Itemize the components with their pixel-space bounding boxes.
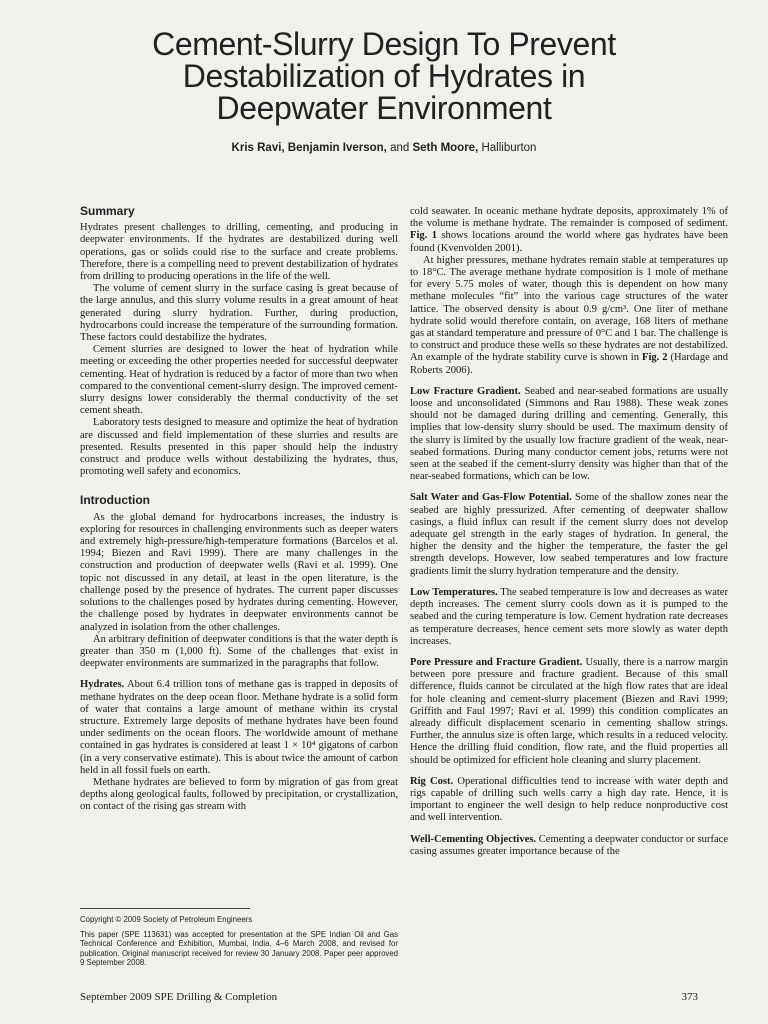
rig-cost-paragraph <box>410 776 728 825</box>
right-column <box>410 206 728 858</box>
right-paragraph-1 <box>410 206 728 255</box>
rig-cost-text: Operational difficulties tend to increase with water depth and rigs capable of drilling such wells carry a high day rate. Hence, it is important to engineer the well design to help reduce nonproductive cost and well intervention. <box>410 775 728 824</box>
low-fracture-paragraph <box>410 386 728 484</box>
publication-note: This paper (SPE 113631) was accepted for presentation at the SPE Indian Oil and Gas Technical Conference and Exhibition, Mumbai, India, 4–6 March 2008, and revised for publication. Original manuscript received for review 30 January 2008. Paper peer approved 9 September 2008. <box>80 929 398 968</box>
title-line-3: Deepwater Environment <box>216 90 552 126</box>
salt-water-label: Salt Water and Gas-Flow Potential. <box>410 492 572 504</box>
page-number: 373 <box>681 991 698 1003</box>
right-p1-text-a: cold seawater. In oceanic methane hydrate deposits, approximately 1% of the volume is methane hydrate. The remainder is composed of sediment. <box>410 206 728 230</box>
low-fracture-text: Seabed and near-seabed formations are usually loose and unconsolidated (Simmons and Rau 1988). These weak zones should not be damaged during drilling and cementing. Generally, this implies that low-density slurry should be used. The maximum density of the slurry is limited by the usually low fracture gradient of the weak, near-seabed formations. During many conductor cement jobs, returns were not seen at the seabed if the cement-slurry density was higher than that of the near-seabed formations, which can be low. <box>410 385 728 483</box>
right-p1-text-b: shows locations around the world where gas hydrates have been found (Kvenvolden 2001). <box>410 230 728 254</box>
introduction-heading: Introduction <box>80 493 150 508</box>
summary-paragraph-2: The volume of cement slurry in the surface casing is great because of the large annulus, and this slurry volume results in a great amount of heat generated during slurry hydration. Further, during production, hydrocarbons could increase the temperature of the surrounding formation. These factors could destabilize the hydrates. <box>80 283 398 344</box>
fig1-reference: Fig. 1 <box>410 230 437 242</box>
well-cementing-text: Cementing a deepwater conductor or surface casing assumes greater importance because of the <box>410 833 728 857</box>
right-paragraph-2 <box>410 255 728 377</box>
right-p2-text-a: At higher pressures, methane hydrates remain stable at temperatures up to 18°C. The average methane hydrate composition is 1 mole of methane for every 5.75 moles of water, though this is dependent on how many methane molecules “fit” into the various cage structures of the water lattice. The observed density is about 0.9 g/cm³. One liter of methane hydrate solid would therefore contain, on average, 168 liters of methane gas at standard temperature and pressure of 0°C and 1 bar. The challenge is to construct and produce these wells so these hydrates are not destabilized. An example of the hydrate stability curve is shown in <box>410 254 728 364</box>
well-cementing-label: Well-Cementing Objectives. <box>410 833 537 845</box>
summary-paragraph-4: Laboratory tests designed to measure and optimize the heat of hydration are discussed and field implementation of these slurries and results are presented. Results presented in this paper should help the industry construct and produce wells without destabilizing the hydrates, thus, promoting well safety and economics. <box>80 417 398 478</box>
well-cementing-paragraph <box>410 834 728 858</box>
copyright-note: Copyright © 2009 Society of Petroleum Engineers <box>80 915 253 924</box>
left-column <box>80 205 398 814</box>
fig2-reference: Fig. 2 <box>642 352 668 364</box>
low-fracture-label: Low Fracture Gradient. <box>410 385 521 397</box>
hydrates-text: About 6.4 trillion tons of methane gas is trapped in deposits of methane hydrates on the deep ocean floor. Methane hydrate is a solid form of water that contains a large amount of methane within its crystal structure. Extremely large deposits of methane hydrates have been found under sediments on the ocean floors. The worldwide amount of methane contained in gas hydrates is considered at least 1 × 10⁴ gigatons of carbon (in a very conservative estimate). This is about twice the amount of carbon held in all fossil fuels on earth. <box>80 679 398 776</box>
summary-paragraph-3: Cement slurries are designed to lower the heat of hydration while meeting or exceeding the other properties needed for successful deepwater cementing. Heat of hydration is reduced by a factor of more than two when compared to the conventional cement-slurry design. The improved cement-slurry designs lower considerably the thermal conductivity of the set cement sheath. <box>80 344 398 417</box>
footnote-divider <box>80 908 250 909</box>
right-p2-text-b: (Hardage and Roberts 2006). <box>410 352 728 376</box>
intro-paragraph-4: Methane hydrates are believed to form by migration of gas from great depths along geological faults, followed by precipitation, or crystallization, on contact of the rising gas stream with <box>80 776 398 813</box>
low-temperatures-text: The seabed temperature is low and decreases as water depth increases. The cement slurry cools down as it is pumped to the seabed and the curing temperature is low. Cement hydration rate decreases as temperature decreases, hence cement sets more slowly as water depth increases. <box>410 586 728 647</box>
author-and: and <box>390 142 410 154</box>
intro-paragraph-1: As the global demand for hydrocarbons increases, the industry is exploring for resources in challenging environments such as deeper waters and extremely high-pressure/high-temperature formations (Barcelos et al. 1994; Biezen and Ravi 1999). There are many challenges in the construction and production of deepwater wells (Ravi et al. 1999). One topic not discussed in any detail, at least in the open literature, is the challenge posed by the presence of hydrates. The current paper discusses solutions to the challenges posed by hydrates during cementing. However, the challenge posed by hydrates in deepwater environments cannot be analyzed in isolation from the other challenges. <box>80 511 398 633</box>
summary-paragraph-1: Hydrates present challenges to drilling, cementing, and producing in deepwater environments. If the hydrates are destabilized during well operations, gas or solids could rise to the surface and create problems. Therefore, there is a compelling need to prevent destabilization of hydrates from drilling to producing operations in the life of the well. <box>80 222 398 283</box>
author-last: Seth Moore, <box>412 142 479 154</box>
hydrates-label: Hydrates. <box>80 679 125 691</box>
paper-title <box>80 28 688 124</box>
footnotes <box>80 915 398 973</box>
author-line <box>0 142 768 154</box>
salt-water-paragraph <box>410 492 728 577</box>
author-affiliation: Halliburton <box>481 142 537 154</box>
intro-paragraph-2: An arbitrary definition of deepwater conditions is that the water depth is greater than 350 m (1,000 ft). Some of the challenges that exist in deepwater environments are summarized in the paragraphs that follow. <box>80 633 398 670</box>
pore-pressure-text: Usually, there is a narrow margin between pore pressure and fracture gradient. Because of this small difference, fluids cannot be circulated at the high flow rates that are ideal for hole cleaning and cement-slurry placement (Biezen and Ravi 1999; Griffith and Faul 1997; Ravi et al. 1999) this condition complicates an already difficult displacement scenario in cementing shallow strings. Further, the annulus size is often large, which results in a reduced velocity. Hence the drilling fluid condition, flow rate, and the fluid properties all should be optimized for efficient hole cleaning and slurry placement. <box>410 656 728 766</box>
rig-cost-label: Rig Cost. <box>410 775 454 787</box>
title-line-1: Cement-Slurry Design To Prevent <box>152 26 616 62</box>
pore-pressure-paragraph <box>410 657 728 767</box>
low-temperatures-label: Low Temperatures. <box>410 586 498 598</box>
pore-pressure-label: Pore Pressure and Fracture Gradient. <box>410 656 583 668</box>
salt-water-text: Some of the shallow zones near the seabed are highly pressurized. After cementing of deepwater shallow casings, a fluid influx can result if the cement slurry does not develop adequate gel strength in the early stages of hydration. In general, the higher the density and the higher the temperature, the faster the gel strength develops. However, low seabed temperatures and low fracture gradients limit the slurry hydration temperature and the density. <box>410 492 728 577</box>
summary-heading: Summary <box>80 204 135 218</box>
low-temperatures-paragraph <box>410 587 728 648</box>
hydrates-paragraph <box>80 679 398 777</box>
title-line-2: Destabilization of Hydrates in <box>182 58 586 94</box>
journal-footer: September 2009 SPE Drilling & Completion <box>80 991 278 1003</box>
author-names: Kris Ravi, Benjamin Iverson, <box>231 142 387 154</box>
